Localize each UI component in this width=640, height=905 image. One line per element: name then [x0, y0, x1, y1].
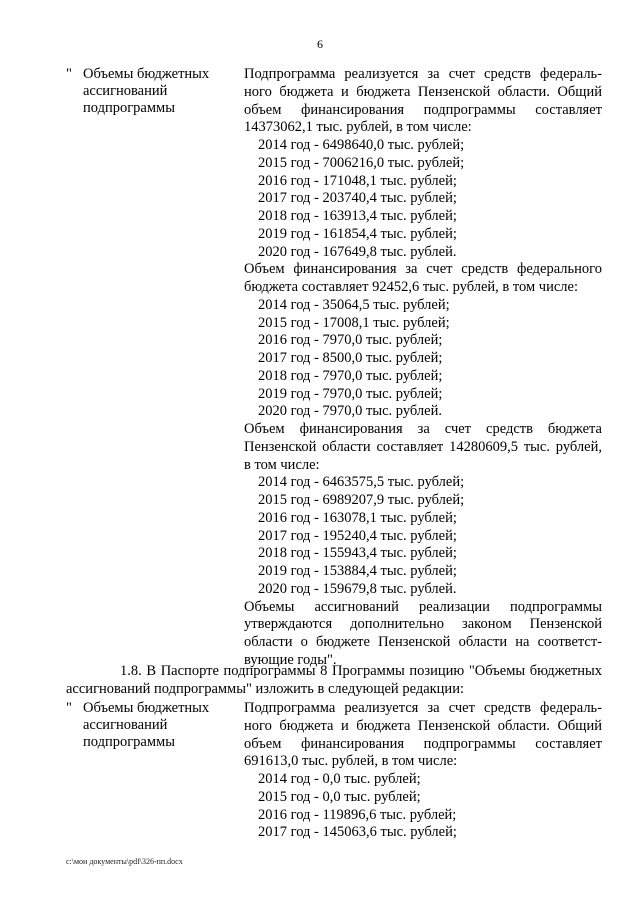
label-line: ассигнований	[83, 717, 168, 733]
intro-line: ного бюджета и бюджета Пензенской области. Общий	[244, 83, 602, 100]
row-content	[244, 700, 602, 842]
paragraph-line: ассигнований подпрограммы" изложить в следующей редакции:	[66, 680, 464, 697]
intro-line: объем финансирования подпрограммы составляет	[244, 101, 602, 118]
label-line: ассигнований	[83, 83, 168, 99]
closing-line: области о бюджете Пензенской области на соответст-	[244, 634, 602, 650]
intro-line: Подпрограмма реализуется за счет средств федераль-	[244, 700, 602, 716]
intro-line: 14373062,1 тыс. рублей, в том числе:	[244, 119, 472, 136]
label-line: Объемы бюджетных	[83, 700, 210, 716]
year-line: 2020 год - 7970,0 тыс. рублей.	[258, 403, 442, 420]
intro-line: ного бюджета и бюджета Пензенской области. Общий	[244, 717, 602, 734]
intro-line: объем финансирования подпрограммы составляет	[244, 735, 602, 752]
year-line: 2020 год - 167649,8 тыс. рублей.	[258, 243, 457, 260]
closing-line: вующие годы".	[244, 651, 337, 668]
year-line: 2015 год - 17008,1 тыс. рублей;	[258, 314, 450, 331]
year-line: 2014 год - 6498640,0 тыс. рублей;	[258, 137, 465, 153]
label-line: Объемы бюджетных	[83, 66, 210, 82]
year-line: 2019 год - 153884,4 тыс. рублей;	[258, 563, 457, 579]
regional-intro-line: Объем финансирования за счет средств бюджета	[244, 421, 602, 437]
federal-intro-line: бюджета составляет 92452,6 тыс. рублей, в том числе:	[244, 279, 578, 295]
year-line: 2018 год - 163913,4 тыс. рублей;	[258, 208, 457, 224]
label-line: подпрограммы	[83, 100, 175, 116]
opening-quote-mark: "	[66, 700, 72, 716]
intro-line: 691613,0 тыс. рублей, в том числе:	[244, 753, 458, 770]
opening-quote-mark: "	[66, 66, 72, 82]
year-line: 2018 год - 7970,0 тыс. рублей;	[258, 367, 443, 384]
year-line: 2014 год - 35064,5 тыс. рублей;	[258, 296, 450, 313]
page-number: 6	[317, 37, 323, 51]
federal-intro-line: Объем финансирования за счет средств федерального	[244, 261, 602, 278]
year-line: 2017 год - 8500,0 тыс. рублей;	[258, 350, 443, 366]
closing-line: Объемы ассигнований реализации подпрограммы	[244, 598, 602, 615]
intro-line: Подпрограмма реализуется за счет средств федераль-	[244, 66, 602, 82]
row-label	[83, 66, 233, 117]
row-label	[83, 700, 233, 751]
year-line: 2017 год - 203740,4 тыс. рублей;	[258, 190, 457, 207]
label-line: подпрограммы	[83, 734, 175, 750]
year-line: 2016 год - 163078,1 тыс. рублей;	[258, 509, 457, 526]
year-line: 2019 год - 7970,0 тыс. рублей;	[258, 385, 443, 402]
year-line: 2017 год - 195240,4 тыс. рублей;	[258, 527, 457, 544]
paragraph-1-8	[66, 663, 602, 698]
year-line: 2020 год - 159679,8 тыс. рублей.	[258, 580, 457, 597]
closing-line: утверждаются дополнительно законом Пензенской	[244, 616, 602, 633]
year-line: 2014 год - 0,0 тыс. рублей;	[258, 771, 421, 787]
year-line: 2018 год - 155943,4 тыс. рублей;	[258, 545, 457, 562]
year-line: 2016 год - 171048,1 тыс. рублей;	[258, 172, 457, 189]
year-line: 2015 год - 6989207,9 тыс. рублей;	[258, 492, 465, 508]
year-line: 2019 год - 161854,4 тыс. рублей;	[258, 225, 457, 242]
year-line: 2016 год - 7970,0 тыс. рублей;	[258, 332, 443, 349]
paragraph-line: 1.8. В Паспорте подпрограммы 8 Программы позицию "Объемы бюджетных	[120, 663, 602, 679]
year-line: 2015 год - 0,0 тыс. рублей;	[258, 788, 421, 805]
year-line: 2017 год - 145063,6 тыс. рублей;	[258, 824, 457, 841]
year-line: 2015 год - 7006216,0 тыс. рублей;	[258, 154, 465, 171]
regional-intro-line: Пензенской области составляет 14280609,5 тыс. рублей,	[244, 438, 602, 455]
year-line: 2016 год - 119896,6 тыс. рублей;	[258, 806, 457, 823]
footer-file-path: c:\мои документы\pdf\326-пп.docx	[66, 857, 183, 866]
row-content	[244, 66, 602, 670]
year-line: 2014 год - 6463575,5 тыс. рублей;	[258, 474, 465, 491]
regional-intro-line: в том числе:	[244, 456, 320, 473]
